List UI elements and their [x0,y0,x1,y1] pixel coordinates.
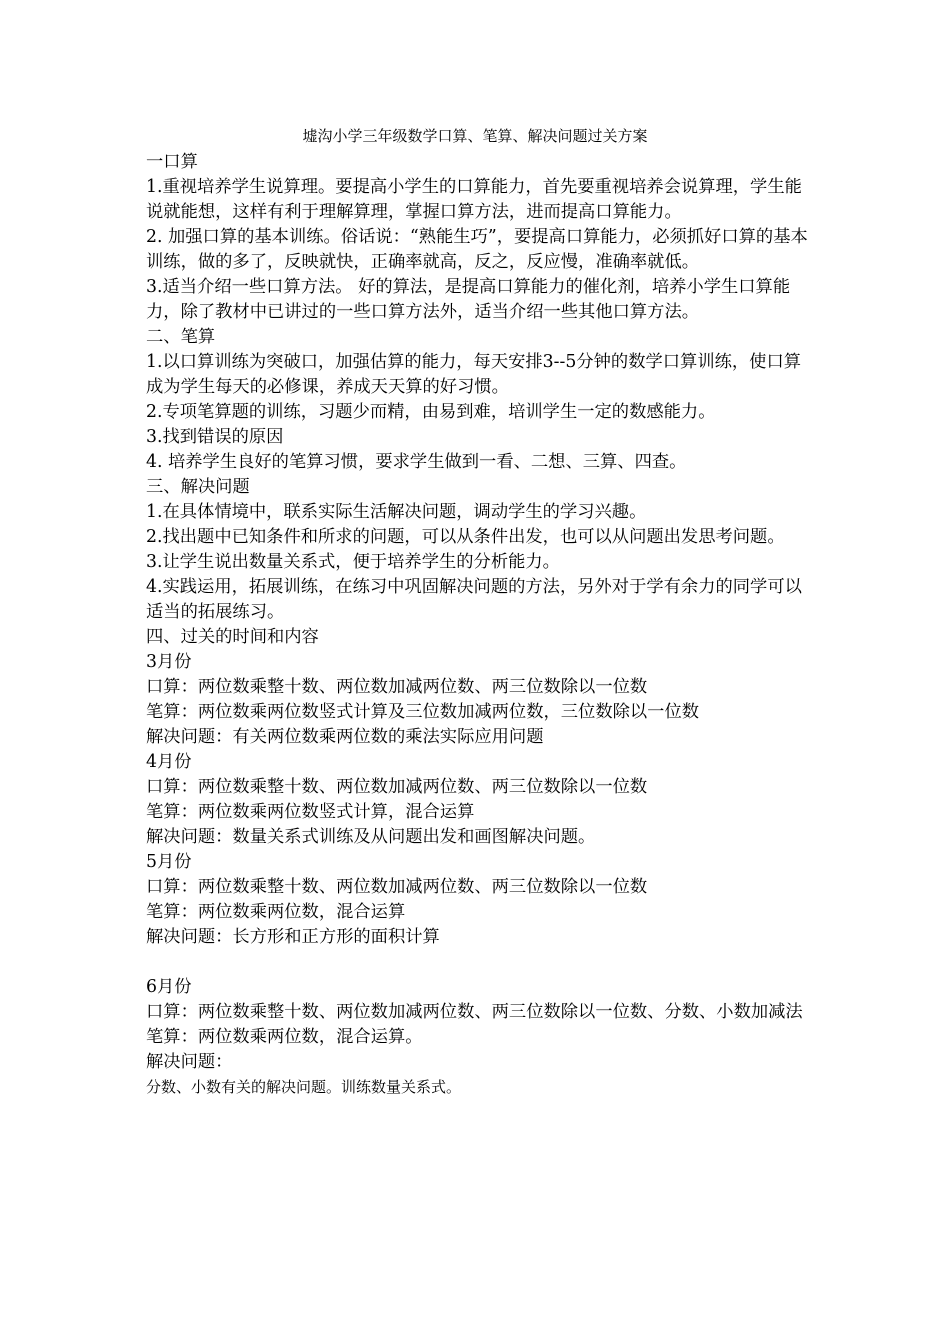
schedule-line: 分数、小数有关的解决问题。训练数量关系式。 [146,1078,462,1096]
section-heading-oral: 一口算 [146,152,198,172]
paragraph: 3.让学生说出数量关系式，便于培养学生的分析能力。 [146,552,560,572]
paragraph: 1.以口算训练为突破口，加强估算的能力，每天安排3--5分钟的数学口算训练，使口算成为学生每天的必修课，养成天天算的好习惯。 [146,352,802,397]
section-heading-problem-solving: 三、解决问题 [146,477,250,497]
paragraph: 2.找出题中已知条件和所求的问题，可以从条件出发，也可以从问题出发思考问题。 [146,527,785,547]
schedule-line: 笔算：两位数乘两位数，混合运算。 [146,1027,423,1047]
month-heading: 4月份 [146,752,192,772]
paragraph: 4. 培养学生良好的笔算习惯，要求学生做到一看、二想、三算、四查。 [146,452,687,472]
month-heading: 5月份 [146,852,192,872]
paragraph: 1.重视培养学生说算理。要提高小学生的口算能力，首先要重视培养会说算理，学生能说就能想，这样有利于理解算理，掌握口算方法，进而提高口算能力。 [146,177,802,222]
blank-line [146,950,816,975]
paragraph: 3.找到错误的原因 [146,427,284,447]
schedule-line: 口算：两位数乘整十数、两位数加减两位数、两三位数除以一位数、分数、小数加减法 [146,1002,803,1022]
section-heading-schedule: 四、过关的时间和内容 [146,627,319,647]
schedule-line: 笔算：两位数乘两位数竖式计算及三位数加减两位数，三位数除以一位数 [146,702,700,722]
paragraph: 2. 加强口算的基本训练。俗话说：“熟能生巧”，要提高口算能力，必须抓好口算的基本训练，做的多了，反映就快，正确率就高，反之，反应慢，准确率就低。 [146,227,808,272]
schedule-line: 解决问题：有关两位数乘两位数的乘法实际应用问题 [146,727,544,747]
month-heading: 3月份 [146,652,192,672]
schedule-line: 解决问题： [146,1052,233,1072]
paragraph: 3.适当介绍一些口算方法。 好的算法，是提高口算能力的催化剂，培养小学生口算能力，除了教材中已讲过的一些口算方法外，适当介绍一些其他口算方法。 [146,277,791,322]
schedule-line: 口算：两位数乘整十数、两位数加减两位数、两三位数除以一位数 [146,677,648,697]
schedule-line: 口算：两位数乘整十数、两位数加减两位数、两三位数除以一位数 [146,877,648,897]
paragraph: 2.专项笔算题的训练，习题少而精，由易到难，培训学生一定的数感能力。 [146,402,716,422]
schedule-line: 解决问题：长方形和正方形的面积计算 [146,927,440,947]
section-heading-written: 二、笔算 [146,327,216,347]
schedule-line: 解决问题：数量关系式训练及从问题出发和画图解决问题。 [146,827,596,847]
paragraph: 1.在具体情境中，联系实际生活解决问题，调动学生的学习兴趣。 [146,502,647,522]
paragraph: 4.实践运用，拓展训练，在练习中巩固解决问题的方法，另外对于学有余力的同学可以适当的拓展练习。 [146,577,802,622]
document-title: 墟沟小学三年级数学口算、笔算、解决问题过关方案 [302,127,648,145]
schedule-line: 笔算：两位数乘两位数，混合运算 [146,902,406,922]
document-body [146,150,816,1100]
month-heading: 6月份 [146,977,192,997]
schedule-line: 口算：两位数乘整十数、两位数加减两位数、两三位数除以一位数 [146,777,648,797]
schedule-line: 笔算：两位数乘两位数竖式计算，混合运算 [146,802,475,822]
